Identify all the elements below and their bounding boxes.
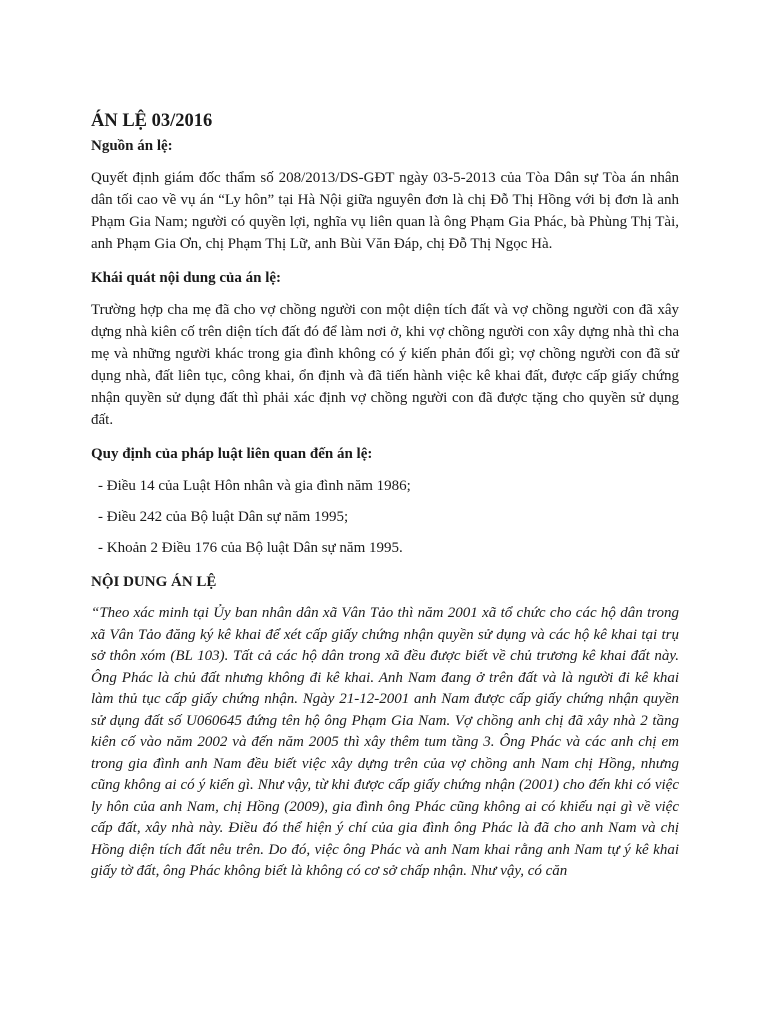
law-item: - Điều 14 của Luật Hôn nhân và gia đình năm 1986; (98, 478, 411, 494)
source-paragraph: Quyết định giám đốc thẩm số 208/2013/DS-GĐT ngày 03-5-2013 của Tòa Dân sự Tòa án nhân dân tối cao về vụ án “Ly hôn” tại Hà Nội giữa nguyên đơn là chị Đỗ Thị Hồng với bị đơn là anh Phạm Gia Nam; người có quyền lợi, nghĩa vụ liên quan là ông Phạm Gia Phác, bà Phùng Thị Tài, anh Phạm Gia Ơn, chị Phạm Thị Lữ, anh Bùi Văn Đáp, chị Đỗ Thị Ngọc Hà. (91, 170, 679, 252)
law-label: Quy định của pháp luật liên quan đến án lệ: (91, 446, 373, 462)
law-item: - Khoản 2 Điều 176 của Bộ luật Dân sự năm 1995. (98, 540, 403, 556)
document-title: ÁN LỆ 03/2016 (91, 111, 213, 131)
source-label: Nguồn án lệ: (91, 138, 173, 154)
document-page (91, 109, 679, 883)
summary-paragraph: Trường hợp cha mẹ đã cho vợ chồng người con một diện tích đất và vợ chồng người con đã xây dựng nhà kiên cố trên diện tích đất đó để làm nơi ở, khi vợ chồng người con xây dựng nhà thì cha mẹ và những người khác trong gia đình không có ý kiến phản đối gì; vợ chồng người con đã sử dụng nhà, đất liên tục, công khai, ổn định và đã tiến hành việc kê khai đất, được cấp giấy chứng nhận quyền sử dụng đất thì phải xác định vợ chồng người con đã được tặng cho quyền sử dụng đất. (91, 302, 679, 428)
law-item: - Điều 242 của Bộ luật Dân sự năm 1995; (98, 509, 349, 525)
content-heading: NỘI DUNG ÁN LỆ (91, 574, 217, 590)
summary-label: Khái quát nội dung của án lệ: (91, 270, 282, 286)
content-quote: “Theo xác minh tại Ủy ban nhân dân xã Vân Tảo thì năm 2001 xã tổ chức cho các hộ dân trong xã Vân Tảo đăng ký kê khai để xét cấp giấy chứng nhận quyền sử dụng và các hộ kê khai tại trụ sở thôn xóm (BL 103). Tất cả các hộ dân trong xã đều được biết về chủ trương kê khai đất này. Ông Phác là chủ đất nhưng không đi kê khai. Anh Nam đang ở trên đất và là người đi kê khai làm thủ tục cấp giấy chứng nhận. Ngày 21-12-2001 anh Nam được cấp giấy chứng nhận quyền sử dụng đất số U060645 đứng tên hộ ông Phạm Gia Nam. Vợ chồng anh chị đã xây nhà 2 tầng kiên cố vào năm 2002 và đến năm 2005 thì xây thêm tum tầng 3. Ông Phác và các anh chị em trong gia đình anh Nam đều biết việc xây dựng trên của vợ chồng anh Nam chị Hồng, nhưng cũng không ai có ý kiến gì. Như vậy, từ khi được cấp giấy chứng nhận (2001) cho đến khi có việc ly hôn của anh Nam, chị Hồng (2009), gia đình ông Phác cũng không ai có khiếu nại gì về việc cấp đất, xây nhà này. Điều đó thể hiện ý chí của gia đình ông Phác là đã cho anh Nam và chị Hồng diện tích đất nêu trên. Do đó, việc ông Phác và anh Nam khai rằng anh Nam tự ý kê khai giấy tờ đất, ông Phác không biết là không có cơ sở chấp nhận. Như vậy, có căn (91, 605, 679, 879)
